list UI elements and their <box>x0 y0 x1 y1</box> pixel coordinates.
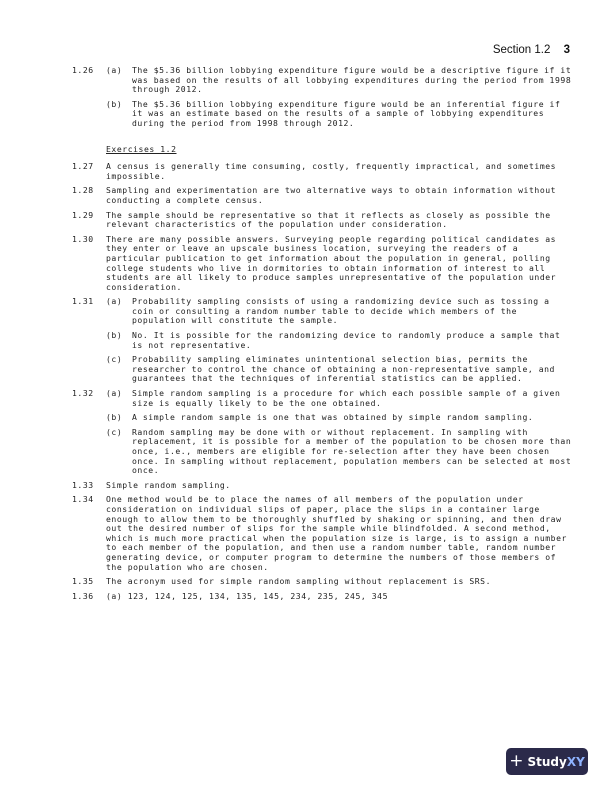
exercise-1-29 <box>72 211 572 230</box>
part-label: (b) <box>106 98 123 109</box>
solutions-content <box>72 66 572 606</box>
plus-icon: + <box>509 751 524 771</box>
exercise-part <box>106 389 572 408</box>
section-heading: Exercises 1.2 <box>106 143 177 154</box>
logo-brand-accent: XY <box>566 754 585 769</box>
part-label: (b) <box>106 412 123 423</box>
part-label: (c) <box>106 426 123 437</box>
exercise-number: 1.35 <box>72 576 94 587</box>
part-text: A simple random sample is one that was obtained by simple random sampling. <box>132 412 534 423</box>
part-text: Simple random sampling is a procedure for which each possible sample of a given size is equally likely to be the one obtained. <box>132 388 561 408</box>
part-label: (a) <box>106 388 123 399</box>
exercise-1-27 <box>72 162 572 181</box>
part-label: (a) <box>106 65 123 75</box>
part-text: Random sampling may be done with or without replacement. In sampling with replacement, it is possible for a member of the population to be chosen more than once, i.e., members are eligible for re-selection after they have been chosen once. In sampling without replacement, population members can be selected at most once. <box>132 426 572 476</box>
part-text: Probability sampling eliminates unintentional selection bias, permits the researcher to control the chance of obtaining a non-representative sample, and guarantees that the techniques of inferential statistics can be applied. <box>132 354 555 384</box>
part-text: The $5.36 billion lobbying expenditure figure would be a descriptive figure if it was based on the results of all lobbying expenditures during the period from 1998 through 2012. <box>132 65 572 95</box>
exercise-number: 1.28 <box>72 185 94 196</box>
part-label: (b) <box>106 330 123 341</box>
exercise-text: Sampling and experimentation are two alternative ways to obtain information without conducting a complete census. <box>106 185 557 205</box>
logo-brand-main: Study <box>527 754 567 769</box>
exercise-text: The acronym used for simple random sampling without replacement is SRS. <box>106 576 492 587</box>
exercise-text: The sample should be representative so that it reflects as closely as possible the relevant characteristics of the population under consideration. <box>106 209 551 230</box>
part-text: Probability sampling consists of using a randomizing device such as tossing a coin or consulting a random number table to decide which members of the population will constitute the sample. <box>132 296 550 326</box>
part-label: (c) <box>106 354 123 365</box>
part-text: The $5.36 billion lobbying expenditure figure would be an inferential figure if it was an estimate based on the results of a sample of lobbying expenditures during the period from 1998 through 2012. <box>132 98 561 128</box>
part-text: No. It is possible for the randomizing device to randomly produce a sample that is not representative. <box>132 330 561 350</box>
page-header <box>493 44 570 56</box>
exercise-part <box>106 66 572 95</box>
exercise-number: 1.26 <box>72 65 94 75</box>
section-label: Section 1.2 <box>492 44 551 56</box>
exercise-1-34 <box>72 495 572 572</box>
exercise-number: 1.32 <box>72 388 94 399</box>
exercise-part <box>106 297 572 326</box>
exercise-part <box>106 355 572 384</box>
exercise-number: 1.34 <box>72 494 94 505</box>
exercise-number: 1.31 <box>72 296 94 307</box>
exercise-text: A census is generally time consuming, costly, frequently impractical, and sometimes impossible. <box>106 161 557 181</box>
exercise-1-36 <box>72 592 572 602</box>
exercise-number: 1.30 <box>72 233 94 244</box>
exercise-1-32 <box>72 389 572 476</box>
exercise-part <box>106 331 572 350</box>
exercise-text: There are many possible answers. Surveying people regarding political candidates as they enter or leave an upscale business location, surveying the readers of a particular publication to get information about the population in general, polling college students who live in dormitories to obtain information of interest to all students are all likely to produce samples unrepresentative of the population under consideration. <box>106 233 557 292</box>
exercise-1-35 <box>72 577 572 587</box>
studyxy-logo <box>506 748 588 775</box>
exercise-1-31 <box>72 297 572 384</box>
exercise-part <box>106 413 572 423</box>
exercise-number: 1.27 <box>72 161 94 172</box>
exercise-text: Simple random sampling. <box>106 479 231 490</box>
exercise-1-33 <box>72 481 572 491</box>
exercise-number: 1.33 <box>72 479 94 490</box>
exercise-number: 1.36 <box>72 590 94 601</box>
exercise-1-28 <box>72 186 572 205</box>
exercise-part <box>106 100 572 129</box>
exercise-text: One method would be to place the names of all members of the population under consideration on individual slips of paper, place the slips in a container large enough to allow them to be thoroughly shuffled by shaking or spinning, and then draw out the desired number of slips for the sample while blindfolded. A second method, which is much more practical when the population size is large, is to assign a number to each member of the population, and then use a random number table, random number generating device, or computer program to determine the numbers of those members of the population who are chosen. <box>106 494 567 572</box>
exercise-part <box>106 428 572 476</box>
part-label: (a) <box>106 296 123 307</box>
exercise-1-26 <box>72 66 572 129</box>
exercise-number: 1.29 <box>72 209 94 220</box>
exercise-text: (a) 123, 124, 125, 134, 135, 145, 234, 235, 245, 345 <box>106 590 388 601</box>
exercise-1-30 <box>72 235 572 293</box>
page-number: 3 <box>563 44 570 56</box>
